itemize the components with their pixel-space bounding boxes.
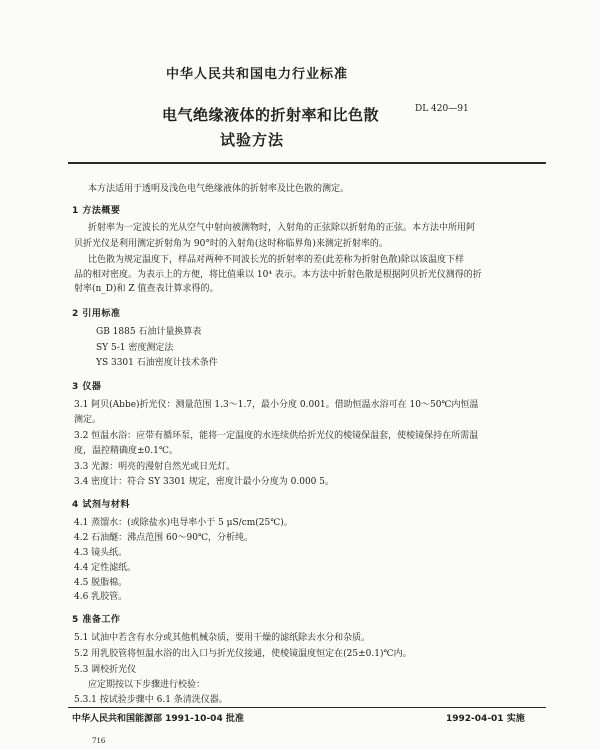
section-1-para-1-line-1: 折射率为一定波长的光从空气中射向被测物时，入射角的正弦除以折射角的正弦。本方法中所用阿: [88, 223, 476, 233]
material-item: 4.5 脱脂棉。: [74, 578, 128, 588]
document-title-line-2: 试验方法: [220, 131, 285, 149]
scope-text: 本方法适用于透明及浅色电气绝缘液体的折射率及比色散的测定。: [88, 184, 350, 194]
header-rule: [68, 162, 546, 164]
clause-5-2: 5.2 用乳胶管将恒温水浴的出入口与折光仪接通，使棱镜温度恒定在(25±0.1)℃内。: [74, 649, 412, 659]
section-1-para-2-line-3: 射率(n_D)和 Z 值查表计算求得的。: [74, 284, 219, 294]
section-3-heading: 3 仪器: [72, 382, 102, 392]
material-item: 4.2 石油醚：沸点范围 60～90℃，分析纯。: [74, 533, 254, 543]
section-1-para-2-line-2: 品的相对密度。为表示上的方便，将比值乘以 10⁴ 表示。本方法中折射色散是根据阿贝折光仪测得的折: [74, 270, 482, 280]
clause-3-1-line-1: 3.1 阿贝(Abbe)折光仪：测量范围 1.3～1.7，最小分度 0.001。借助恒温水浴可在 10～50℃内恒温: [74, 400, 479, 410]
material-item: 4.4 定性滤纸。: [74, 563, 137, 573]
page-number: 716: [92, 737, 106, 745]
document-title-line-1: 电气绝缘液体的折射率和比色散: [162, 106, 380, 124]
clause-5-3-intro: 应定期按以下步骤进行校验：: [88, 680, 206, 690]
issuing-authority: 中华人民共和国电力行业标准: [166, 67, 349, 82]
reference-item: SY 5-1 密度测定法: [96, 343, 174, 353]
material-item: 4.3 镜头纸。: [74, 548, 128, 558]
material-item: 4.1 蒸馏水：(或除盐水)电导率小于 5 μS/cm(25℃)。: [74, 518, 293, 528]
clause-3-2-line-2: 度，温控精确度±0.1℃。: [74, 446, 178, 456]
section-2-heading: 2 引用标准: [72, 309, 121, 319]
reference-item: GB 1885 石油计量换算表: [96, 327, 202, 337]
clause-3-4: 3.4 密度计：符合 SY 3301 规定，密度计最小分度为 0.000 5。: [74, 477, 334, 487]
clause-3-3: 3.3 光源：明亮的漫射自然光或日光灯。: [74, 462, 236, 472]
approval-line: 中华人民共和国能源部 1991-10-04 批准: [72, 714, 244, 724]
clause-5-1: 5.1 试油中若含有水分或其他机械杂质，要用干燥的滤纸除去水分和杂质。: [74, 633, 371, 643]
footer-rule: [68, 707, 546, 708]
section-1-para-2-line-1: 比色散为规定温度下，样品对两种不同波长光的折射率的差(此差称为折射色散)除以该温度下样: [88, 255, 465, 265]
effective-date: 1992-04-01 实施: [446, 714, 525, 724]
section-1-heading: 1 方法概要: [72, 206, 121, 216]
section-4-heading: 4 试剂与材料: [72, 500, 130, 510]
clause-5-3-1: 5.3.1 按试验步骤中 6.1 条清洗仪器。: [74, 695, 228, 705]
material-item: 4.6 乳胶管。: [74, 592, 128, 602]
reference-item: YS 3301 石油密度计技术条件: [96, 358, 218, 368]
section-5-heading: 5 准备工作: [72, 615, 121, 625]
section-1-para-1-line-2: 贝折光仪是利用测定折射角为 90°时的入射角(这时称临界角)来测定折射率的。: [74, 239, 388, 249]
standard-code: DL 420—91: [415, 104, 469, 114]
clause-3-2-line-1: 3.2 恒温水浴：应带有循环泵，能将一定温度的水连续供给折光仪的棱镜保温套，使棱镜保持在所需温: [74, 431, 479, 441]
clause-3-1-line-2: 测定。: [74, 415, 102, 425]
clause-5-3: 5.3 调校折光仪: [74, 665, 137, 675]
